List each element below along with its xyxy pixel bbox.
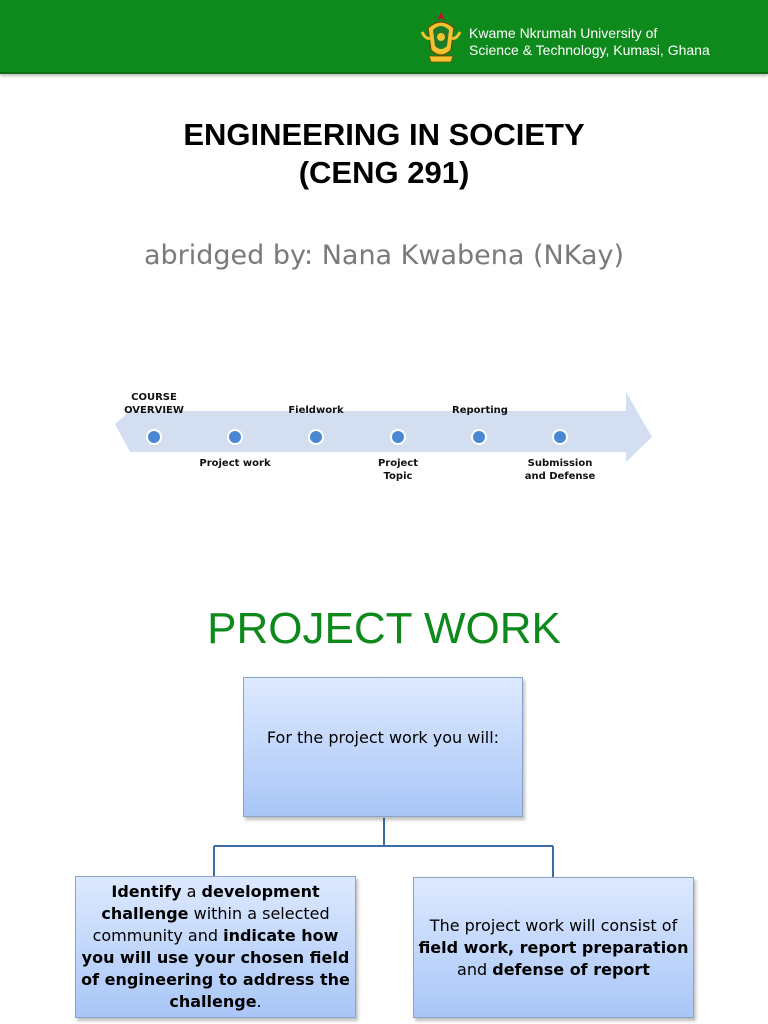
- timeline-label-line: Project: [377, 458, 419, 469]
- left-box-text-part: indicate how you will use your chosen field of engineering to address the challenge: [81, 926, 350, 1011]
- timeline-label-line: Project work: [199, 458, 271, 469]
- diagram-left-box: [75, 876, 356, 1018]
- author-subtitle: abridged by: Nana Kwabena (NKay): [143, 240, 625, 271]
- timeline-label-submission-defense: [515, 457, 605, 483]
- diagram-right-box: [413, 877, 694, 1018]
- left-box-text-part: Identify: [111, 882, 182, 901]
- timeline-label-reporting: [435, 404, 525, 417]
- right-box-text-part: defense of report: [492, 959, 650, 979]
- timeline-label-project-topic: [353, 457, 443, 483]
- right-box-text: [414, 915, 693, 981]
- left-box-text: [76, 881, 355, 1013]
- left-box-text-part: development challenge: [101, 882, 320, 923]
- timeline-label-line: Topic: [383, 471, 413, 482]
- timeline-label-line: Reporting: [452, 405, 508, 416]
- timeline-dot-4: [391, 430, 405, 444]
- university-name-line1: Kwame Nkrumah University of: [469, 25, 658, 41]
- timeline-label-course-overview: [109, 391, 199, 417]
- timeline-label-line: Fieldwork: [288, 405, 344, 416]
- university-name-line2: Science & Technology, Kumasi, Ghana: [469, 42, 710, 58]
- top-box-text: For the project work you will:: [266, 727, 500, 747]
- right-box-text-part: The project work will consist of: [429, 915, 678, 935]
- left-box-text-part: a: [181, 882, 202, 901]
- timeline-label-fieldwork: [271, 404, 361, 417]
- timeline-label-line: Submission: [527, 458, 593, 469]
- left-box-text-part: .: [256, 992, 262, 1011]
- university-name: [469, 25, 710, 59]
- timeline-dot-1: [147, 430, 161, 444]
- section-title: PROJECT WORK: [207, 604, 561, 653]
- university-crest-icon: [418, 10, 464, 66]
- page-title-line1: ENGINEERING IN SOCIETY: [183, 117, 585, 152]
- timeline-label-line: and Defense: [524, 471, 596, 482]
- timeline-label-line: OVERVIEW: [124, 405, 184, 416]
- left-box-text-part: within a selected community and: [92, 904, 330, 945]
- timeline-label-project-work: [190, 457, 280, 470]
- diagram-top-box: [243, 677, 523, 817]
- timeline-dot-5: [472, 430, 486, 444]
- page-title-line2: (CENG 291): [298, 155, 470, 190]
- right-box-text-part: and: [457, 959, 493, 979]
- timeline-label-line: COURSE: [131, 392, 177, 403]
- page-title: [0, 116, 768, 192]
- timeline-dot-3: [309, 430, 323, 444]
- timeline-dot-6: [553, 430, 567, 444]
- header-bar: [0, 0, 768, 74]
- course-timeline: [0, 380, 768, 490]
- right-box-text-part: field work, report preparation: [418, 937, 689, 957]
- timeline-dot-2: [228, 430, 242, 444]
